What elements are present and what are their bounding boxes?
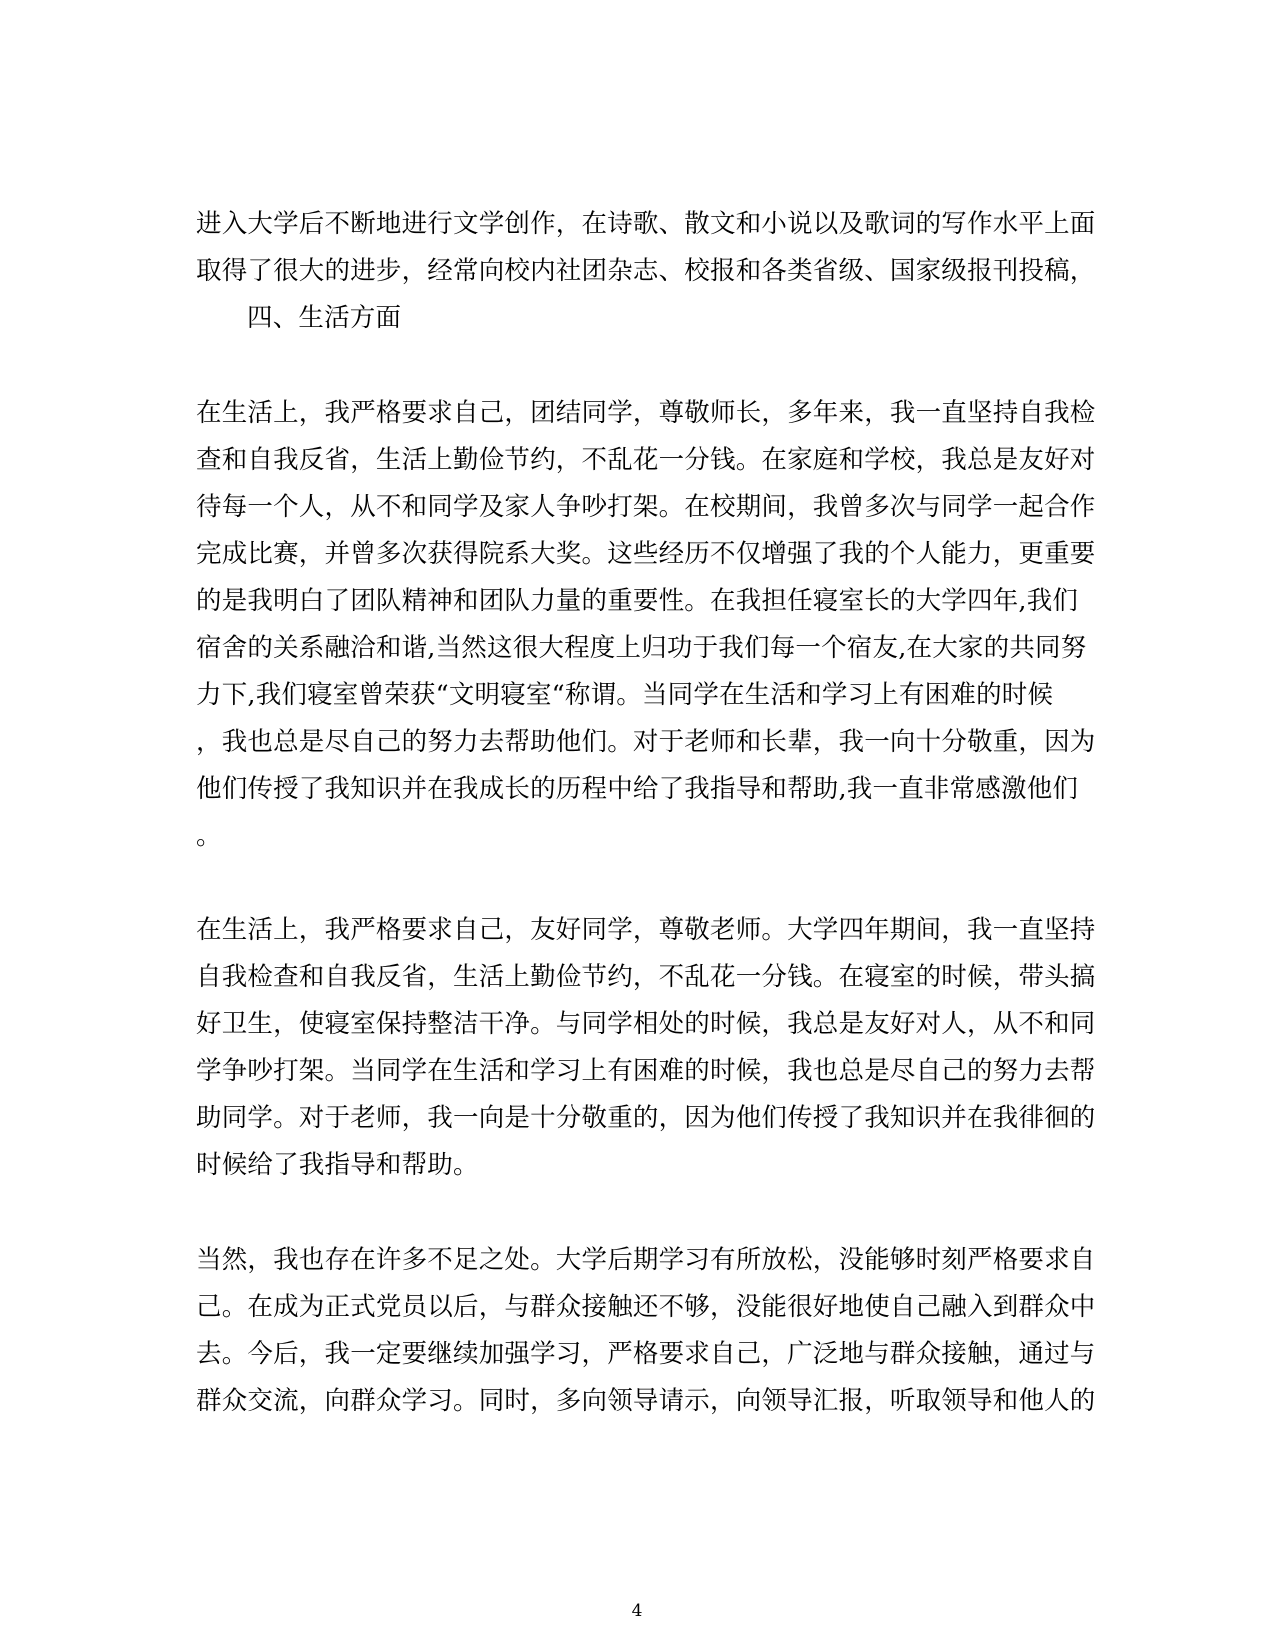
text-line: 助同学。对于老师，我一向是十分敬重的，因为他们传授了我知识并在我徘徊的 (196, 1103, 1096, 1133)
text-line: 在生活上，我严格要求自己，友好同学，尊敬老师。大学四年期间，我一直坚持 (196, 915, 1096, 945)
text-line: 他们传授了我知识并在我成长的历程中给了我指导和帮助,我一直非常感激他们 (196, 774, 1079, 804)
text-line: ，我也总是尽自己的努力去帮助他们。对于老师和长辈，我一向十分敬重，因为 (196, 727, 1096, 757)
text-line: 群众交流，向群众学习。同时，多向领导请示，向领导汇报，听取领导和他人的 (196, 1386, 1096, 1416)
text-line: 学争吵打架。当同学在生活和学习上有困难的时候，我也总是尽自己的努力去帮 (196, 1056, 1096, 1086)
text-line: 的是我明白了团队精神和团队力量的重要性。在我担任寝室长的大学四年,我们 (196, 586, 1079, 616)
section-heading: 四、生活方面 (247, 303, 402, 333)
text-line: 时候给了我指导和帮助。 (196, 1150, 479, 1180)
text-line: 当然，我也存在许多不足之处。大学后期学习有所放松，没能够时刻严格要求自 (196, 1245, 1096, 1275)
text-line: 。 (196, 821, 222, 851)
text-line: 待每一个人，从不和同学及家人争吵打架。在校期间，我曾多次与同学一起合作 (196, 492, 1096, 522)
text-line: 进入大学后不断地进行文学创作，在诗歌、散文和小说以及歌词的写作水平上面 (196, 209, 1096, 239)
text-line: 取得了很大的进步，经常向校内社团杂志、校报和各类省级、国家级报刊投稿， (196, 256, 1096, 286)
text-line: 自我检查和自我反省，生活上勤俭节约，不乱花一分钱。在寝室的时候，带头搞 (196, 962, 1096, 992)
text-line: 力下,我们寝室曾荣获“文明寝室“称谓。当同学在生活和学习上有困难的时候 (196, 680, 1054, 710)
text-line: 宿舍的关系融洽和谐,当然这很大程度上归功于我们每一个宿友,在大家的共同努 (196, 633, 1087, 663)
text-line: 己。在成为正式党员以后，与群众接触还不够，没能很好地使自己融入到群众中 (196, 1292, 1096, 1322)
page-number: 4 (631, 1601, 643, 1621)
text-line: 查和自我反省，生活上勤俭节约，不乱花一分钱。在家庭和学校，我总是友好对 (196, 445, 1096, 475)
text-line: 在生活上，我严格要求自己，团结同学，尊敬师长，多年来，我一直坚持自我检 (196, 398, 1096, 428)
text-line: 好卫生，使寝室保持整洁干净。与同学相处的时候，我总是友好对人，从不和同 (196, 1009, 1096, 1039)
text-line: 完成比赛，并曾多次获得院系大奖。这些经历不仅增强了我的个人能力，更重要 (196, 539, 1096, 569)
text-line: 去。今后，我一定要继续加强学习，严格要求自己，广泛地与群众接触，通过与 (196, 1339, 1096, 1369)
